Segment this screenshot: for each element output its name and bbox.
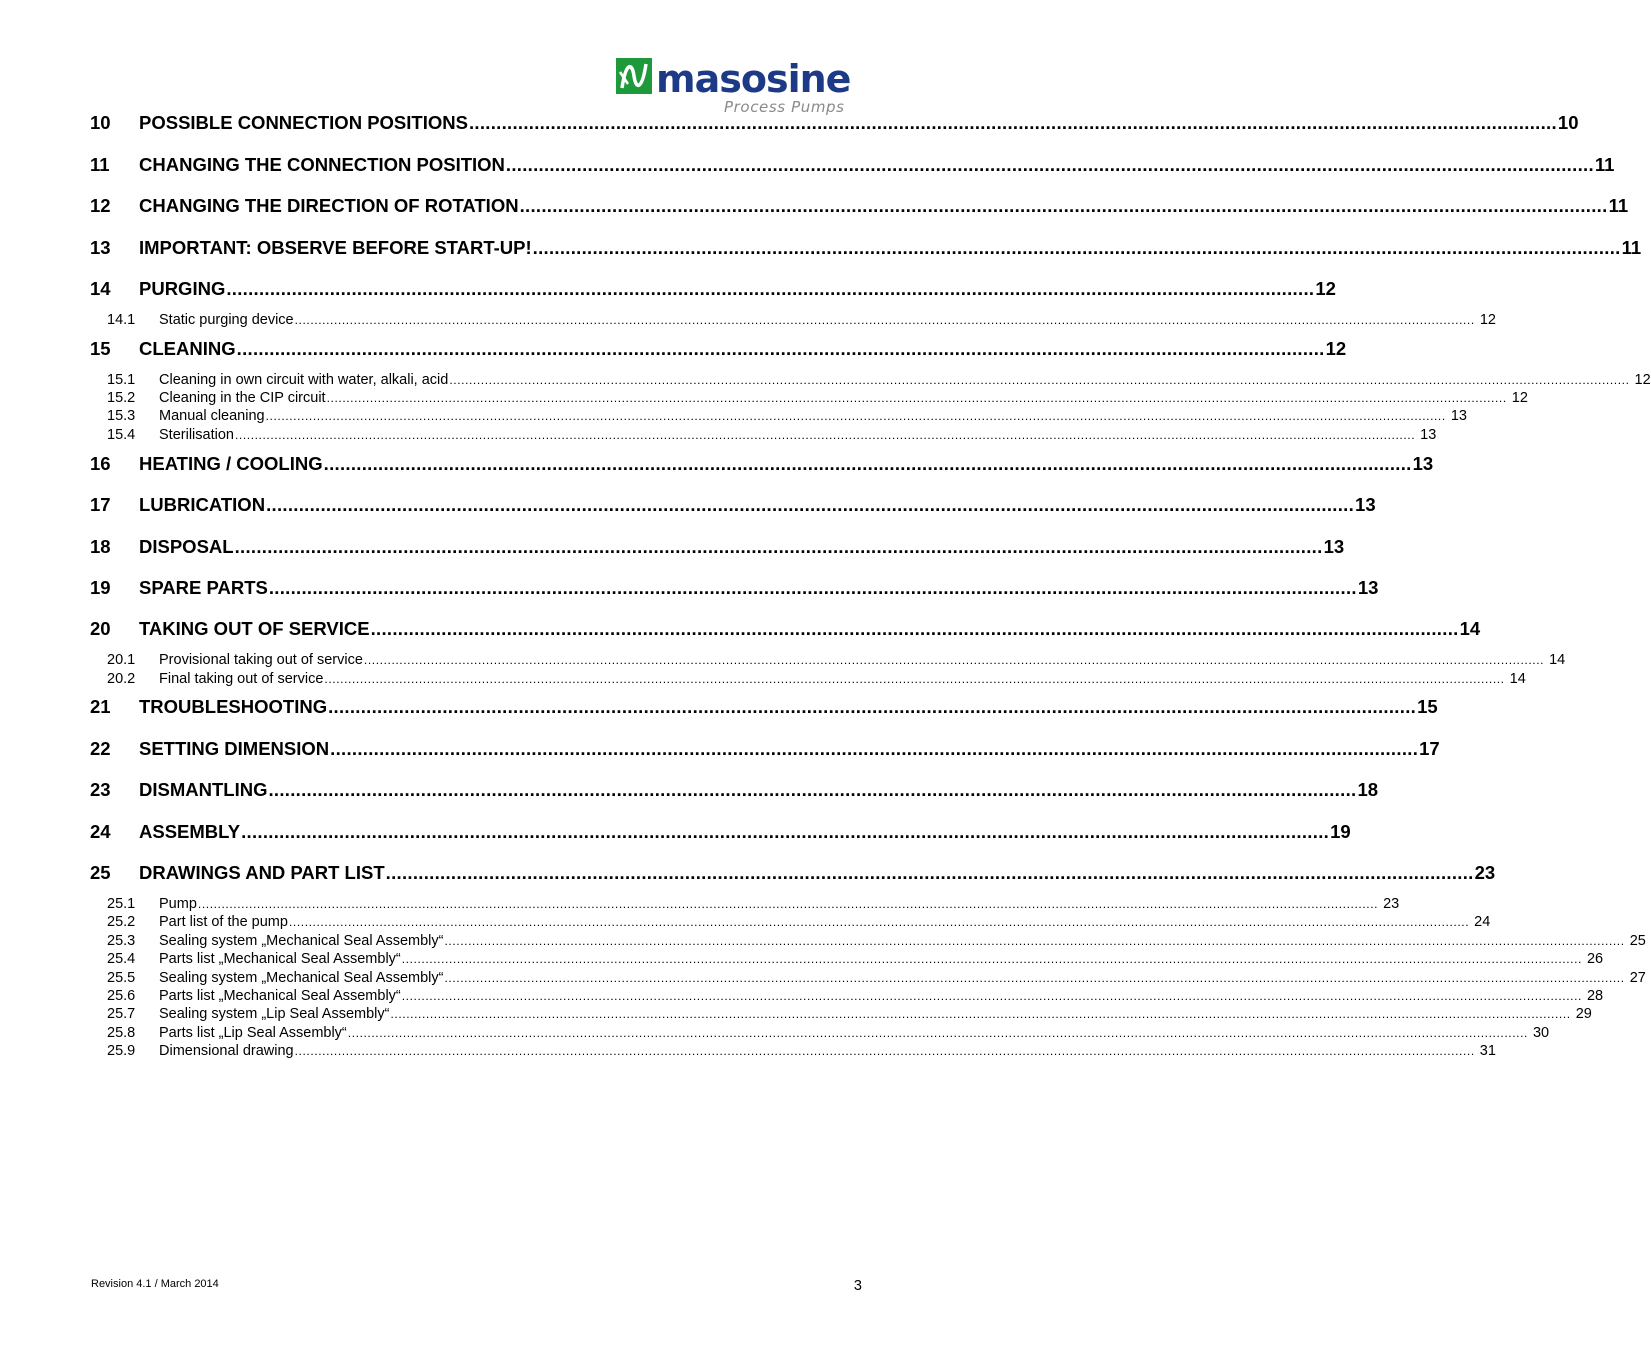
toc-section-entry[interactable] [90, 408, 1467, 427]
toc-entry-page: 23 [1383, 896, 1400, 912]
toc-dot-leader: ............................................................................................................................................................................................................................................................................................................ [197, 897, 1379, 911]
toc-dot-leader: ........................................................................................................................................................................................................ [385, 862, 1474, 883]
toc-entry-page: 11 [1594, 154, 1615, 175]
toc-entry-title: POSSIBLE CONNECTION POSITIONS [139, 112, 468, 133]
toc-entry-title: Parts list „Mechanical Seal Assembly“ [159, 951, 401, 967]
toc-entry-number: 12 [90, 195, 111, 216]
toc-entry-title: Static purging device [159, 312, 294, 328]
toc-section-entry[interactable] [90, 652, 1566, 671]
toc-entry-number: 15.1 [107, 372, 136, 388]
toc-dot-leader: ............................................................................................................................................................................................................................................................................................................ [294, 313, 1475, 327]
toc-entry-title: Provisional taking out of service [159, 652, 363, 668]
toc-entry-page: 23 [1474, 862, 1496, 883]
toc-section-entry[interactable] [90, 933, 1646, 952]
toc-entry-title: Final taking out of service [159, 671, 324, 687]
logo-tagline-text: Process Pumps [724, 98, 845, 116]
toc-chapter-entry[interactable] [90, 278, 1336, 302]
toc-entry-page: 13 [1357, 577, 1379, 598]
toc-entry-page: 13 [1323, 536, 1345, 557]
toc-entry-number: 25.8 [107, 1025, 136, 1041]
toc-section-entry[interactable] [90, 372, 1651, 391]
toc-entry-title: IMPORTANT: OBSERVE BEFORE START-UP! [139, 237, 532, 258]
toc-entry-page: 13 [1420, 427, 1437, 443]
footer-page-number: 3 [853, 1278, 862, 1294]
toc-dot-leader: ........................................................................................................................................................................................................ [268, 577, 1357, 598]
toc-entry-page: 26 [1586, 951, 1604, 967]
toc-dot-leader: ........................................................................................................................................................................................................ [468, 112, 1557, 133]
toc-section-entry[interactable] [90, 671, 1526, 690]
toc-chapter-entry[interactable] [90, 453, 1434, 477]
toc-dot-leader: ........................................................................................................................................................................................................ [236, 338, 1325, 359]
toc-section-entry[interactable] [90, 988, 1604, 1007]
toc-entry-page: 12 [1634, 372, 1651, 388]
toc-dot-leader: ............................................................................................................................................................................................................................................................................................................ [449, 373, 1630, 387]
toc-entry-title: TROUBLESHOOTING [139, 696, 328, 717]
toc-dot-leader: ........................................................................................................................................................................................................ [323, 453, 1412, 474]
toc-dot-leader: ............................................................................................................................................................................................................................................................................................................ [444, 971, 1625, 985]
toc-entry-number: 15.4 [107, 427, 136, 443]
toc-dot-leader: ............................................................................................................................................................................................................................................................................................................ [288, 915, 1470, 929]
toc-entry-page: 30 [1532, 1025, 1550, 1041]
toc-entry-page: 17 [1419, 738, 1440, 759]
toc-entry-number: 22 [90, 738, 111, 759]
toc-section-entry[interactable] [90, 427, 1437, 446]
toc-entry-title: Sterilisation [159, 427, 234, 443]
toc-chapter-entry[interactable] [90, 821, 1351, 845]
toc-entry-number: 10 [90, 112, 111, 133]
toc-dot-leader: ............................................................................................................................................................................................................................................................................................................ [444, 934, 1625, 948]
toc-chapter-entry[interactable] [90, 536, 1345, 560]
toc-dot-leader: ............................................................................................................................................................................................................................................................................................................ [401, 952, 1582, 966]
toc-entry-title: Pump [159, 896, 197, 912]
toc-dot-leader: ........................................................................................................................................................................................................ [234, 536, 1323, 557]
toc-dot-leader: ............................................................................................................................................................................................................................................................................................................ [347, 1026, 1528, 1040]
toc-entry-title: Cleaning in the CIP circuit [159, 390, 326, 406]
toc-entry-number: 25.7 [107, 1006, 136, 1022]
toc-entry-title: SETTING DIMENSION [139, 738, 330, 759]
toc-entry-title: CLEANING [139, 338, 236, 359]
toc-entry-page: 13 [1355, 494, 1376, 515]
toc-entry-number: 20.2 [107, 671, 136, 687]
toc-entry-title: Dimensional drawing [159, 1043, 294, 1059]
toc-entry-page: 29 [1575, 1006, 1592, 1022]
toc-entry-number: 15.3 [107, 408, 136, 424]
toc-entry-title: DISPOSAL [139, 536, 234, 557]
toc-dot-leader: ........................................................................................................................................................................................................ [370, 618, 1459, 639]
toc-section-entry[interactable] [90, 312, 1496, 331]
toc-entry-title: PURGING [139, 278, 226, 299]
toc-entry-title: CHANGING THE CONNECTION POSITION [139, 154, 505, 175]
toc-dot-leader: ........................................................................................................................................................................................................ [532, 237, 1621, 258]
toc-entry-number: 13 [90, 237, 111, 258]
toc-entry-page: 18 [1357, 779, 1379, 800]
toc-dot-leader: ............................................................................................................................................................................................................................................................................................................ [363, 653, 1545, 667]
toc-section-entry[interactable] [90, 1043, 1496, 1062]
toc-entry-page: 27 [1629, 970, 1646, 986]
toc-entry-page: 12 [1325, 338, 1347, 359]
toc-entry-title: Sealing system „Mechanical Seal Assembly“ [159, 933, 444, 949]
toc-entry-title: Part list of the pump [159, 914, 288, 930]
toc-entry-number: 19 [90, 577, 111, 598]
toc-entry-number: 20 [90, 618, 111, 639]
toc-entry-title: CHANGING THE DIRECTION OF ROTATION [139, 195, 519, 216]
masosine-logo [614, 54, 866, 116]
toc-entry-page: 13 [1412, 453, 1434, 474]
toc-entry-title: Sealing system „Mechanical Seal Assembly“ [159, 970, 444, 986]
toc-dot-leader: ............................................................................................................................................................................................................................................................................................................ [294, 1044, 1475, 1058]
toc-entry-title: TAKING OUT OF SERVICE [139, 618, 370, 639]
toc-entry-page: 14 [1549, 652, 1566, 668]
toc-entry-number: 15 [90, 338, 111, 359]
toc-entry-title: ASSEMBLY [139, 821, 241, 842]
toc-entry-number: 25.5 [107, 970, 136, 986]
toc-chapter-entry[interactable] [90, 195, 1629, 219]
toc-chapter-entry[interactable] [90, 494, 1376, 518]
toc-section-entry[interactable] [90, 914, 1491, 933]
toc-entry-page: 12 [1479, 312, 1496, 328]
toc-entry-title: Cleaning in own circuit with water, alkali, acid [159, 372, 449, 388]
toc-dot-leader: ........................................................................................................................................................................................................ [505, 154, 1594, 175]
toc-entry-page: 14 [1509, 671, 1526, 687]
toc-entry-title: Parts list „Mechanical Seal Assembly“ [159, 988, 401, 1004]
toc-chapter-entry[interactable] [90, 154, 1615, 178]
toc-dot-leader: ............................................................................................................................................................................................................................................................................................................ [324, 672, 1505, 686]
toc-chapter-entry[interactable] [90, 577, 1379, 601]
toc-entry-number: 20.1 [107, 652, 136, 668]
toc-section-entry[interactable] [90, 896, 1400, 915]
logo-brand-text: masosine [656, 57, 851, 101]
toc-dot-leader: ........................................................................................................................................................................................................ [241, 821, 1330, 842]
toc-entry-number: 25.9 [107, 1043, 136, 1059]
toc-entry-page: 10 [1557, 112, 1579, 133]
toc-dot-leader: ............................................................................................................................................................................................................................................................................................................ [234, 428, 1416, 442]
toc-entry-number: 14 [90, 278, 111, 299]
toc-entry-page: 11 [1621, 237, 1642, 258]
toc-entry-title: LUBRICATION [139, 494, 266, 515]
footer-revision: Revision 4.1 / March 2014 [91, 1278, 219, 1290]
logo-mark-icon [614, 54, 866, 116]
toc-entry-title: Parts list „Lip Seal Assembly“ [159, 1025, 347, 1041]
toc-section-entry[interactable] [90, 970, 1646, 989]
toc-entry-number: 15.2 [107, 390, 136, 406]
toc-entry-number: 25.1 [107, 896, 136, 912]
toc-entry-number: 25.2 [107, 914, 136, 930]
toc-entry-page: 15 [1417, 696, 1438, 717]
toc-entry-page: 28 [1586, 988, 1604, 1004]
toc-entry-page: 12 [1315, 278, 1336, 299]
toc-section-entry[interactable] [90, 951, 1604, 970]
toc-entry-title: DRAWINGS AND PART LIST [139, 862, 385, 883]
toc-dot-leader: ............................................................................................................................................................................................................................................................................................................ [265, 409, 1446, 423]
toc-section-entry[interactable] [90, 1006, 1592, 1025]
toc-entry-page: 14 [1459, 618, 1481, 639]
toc-entry-title: DISMANTLING [139, 779, 268, 800]
toc-section-entry[interactable] [90, 1025, 1550, 1044]
toc-entry-number: 18 [90, 536, 111, 557]
toc-entry-number: 25.3 [107, 933, 136, 949]
toc-section-entry[interactable] [90, 390, 1528, 409]
toc-entry-page: 13 [1450, 408, 1467, 424]
toc-dot-leader: ............................................................................................................................................................................................................................................................................................................ [390, 1007, 1571, 1021]
toc-dot-leader: ........................................................................................................................................................................................................ [226, 278, 1315, 299]
toc-chapter-entry[interactable] [90, 112, 1579, 136]
toc-entry-number: 14.1 [107, 312, 136, 328]
toc-chapter-entry[interactable] [90, 738, 1440, 762]
toc-entry-number: 24 [90, 821, 111, 842]
toc-chapter-entry[interactable] [90, 862, 1496, 886]
toc-entry-title: Sealing system „Lip Seal Assembly“ [159, 1006, 390, 1022]
toc-entry-page: 31 [1479, 1043, 1496, 1059]
toc-dot-leader: ............................................................................................................................................................................................................................................................................................................ [401, 989, 1582, 1003]
toc-entry-number: 25.4 [107, 951, 136, 967]
toc-entry-number: 25 [90, 862, 111, 883]
toc-dot-leader: ............................................................................................................................................................................................................................................................................................................ [326, 391, 1507, 405]
toc-entry-title: Manual cleaning [159, 408, 265, 424]
toc-entry-number: 16 [90, 453, 111, 474]
toc-entry-number: 25.6 [107, 988, 136, 1004]
toc-entry-page: 24 [1474, 914, 1491, 930]
toc-chapter-entry[interactable] [90, 237, 1642, 261]
toc-entry-page: 19 [1330, 821, 1351, 842]
toc-entry-number: 11 [90, 154, 110, 175]
toc-entry-page: 11 [1608, 195, 1629, 216]
toc-dot-leader: ........................................................................................................................................................................................................ [268, 779, 1357, 800]
toc-entry-number: 23 [90, 779, 111, 800]
toc-entry-title: HEATING / COOLING [139, 453, 323, 474]
toc-dot-leader: ........................................................................................................................................................................................................ [519, 195, 1608, 216]
toc-dot-leader: ........................................................................................................................................................................................................ [266, 494, 1355, 515]
toc-entry-number: 21 [90, 696, 111, 717]
toc-entry-page: 25 [1629, 933, 1646, 949]
toc-chapter-entry[interactable] [90, 779, 1379, 803]
toc-entry-number: 17 [90, 494, 111, 515]
toc-dot-leader: ........................................................................................................................................................................................................ [330, 738, 1419, 759]
toc-entry-title: SPARE PARTS [139, 577, 268, 598]
toc-dot-leader: ........................................................................................................................................................................................................ [328, 696, 1417, 717]
toc-entry-page: 12 [1511, 390, 1528, 406]
toc-chapter-entry[interactable] [90, 338, 1347, 362]
toc-chapter-entry[interactable] [90, 696, 1438, 720]
toc-chapter-entry[interactable] [90, 618, 1481, 642]
